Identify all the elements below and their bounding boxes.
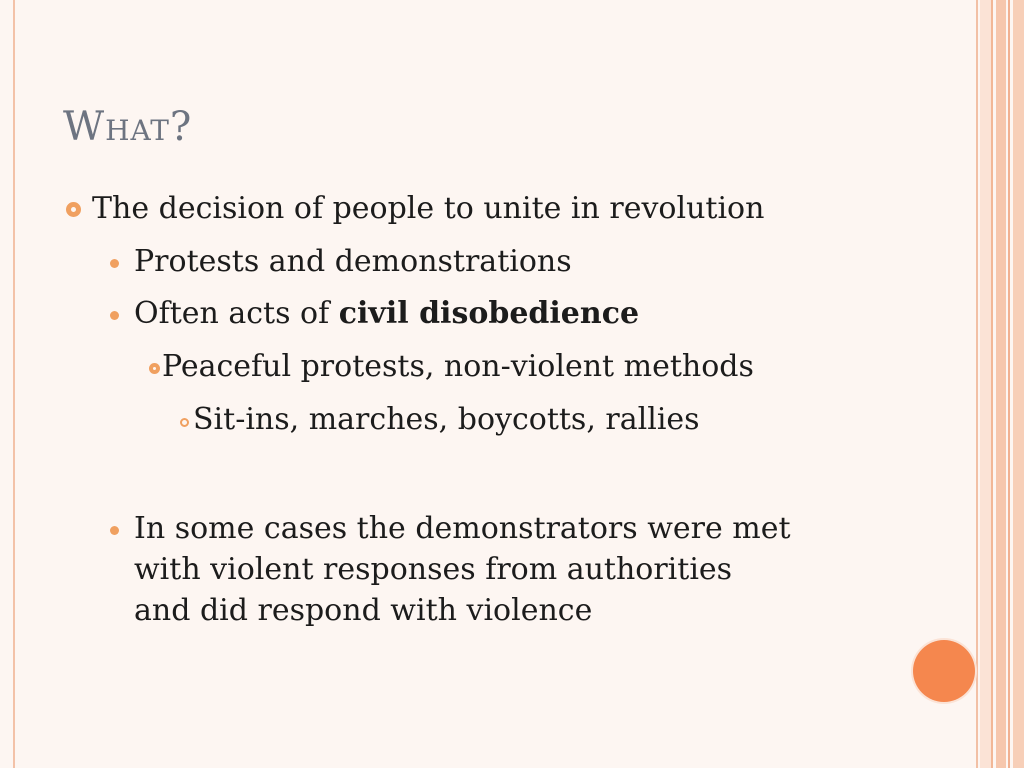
slide-title: What? — [63, 104, 193, 150]
bullet-level2-icon — [110, 311, 119, 320]
bullet-text: The decision of people to unite in revolution — [92, 191, 765, 226]
bullet-text-bold: civil disobedience — [338, 296, 640, 331]
bullet-text-line: with violent responses from authorities — [134, 551, 733, 587]
bullet-level1-icon — [66, 202, 81, 217]
bullet-level3-icon — [149, 363, 160, 374]
bullet-text-plain: Often acts of — [134, 296, 339, 331]
bullet-item — [134, 294, 639, 335]
bullet-text-line: In some cases the demonstrators were met — [134, 511, 791, 546]
bullet-item-multiline — [134, 509, 791, 631]
bullet-item — [134, 242, 572, 283]
bullet-text: Protests and demonstrations — [134, 244, 572, 279]
bullet-level4-icon — [180, 418, 189, 427]
decorative-circle — [913, 640, 975, 702]
bullet-text: Peaceful protests, non-violent methods — [162, 349, 754, 384]
bullet-text-line: and did respond with violence — [134, 592, 593, 628]
bullet-item — [92, 189, 764, 230]
bullet-item — [162, 347, 754, 388]
bullet-level2-icon — [110, 526, 119, 535]
bullet-level2-icon — [110, 259, 119, 268]
bullet-text: Sit-ins, marches, boycotts, rallies — [193, 402, 700, 437]
bullet-item — [193, 400, 700, 441]
